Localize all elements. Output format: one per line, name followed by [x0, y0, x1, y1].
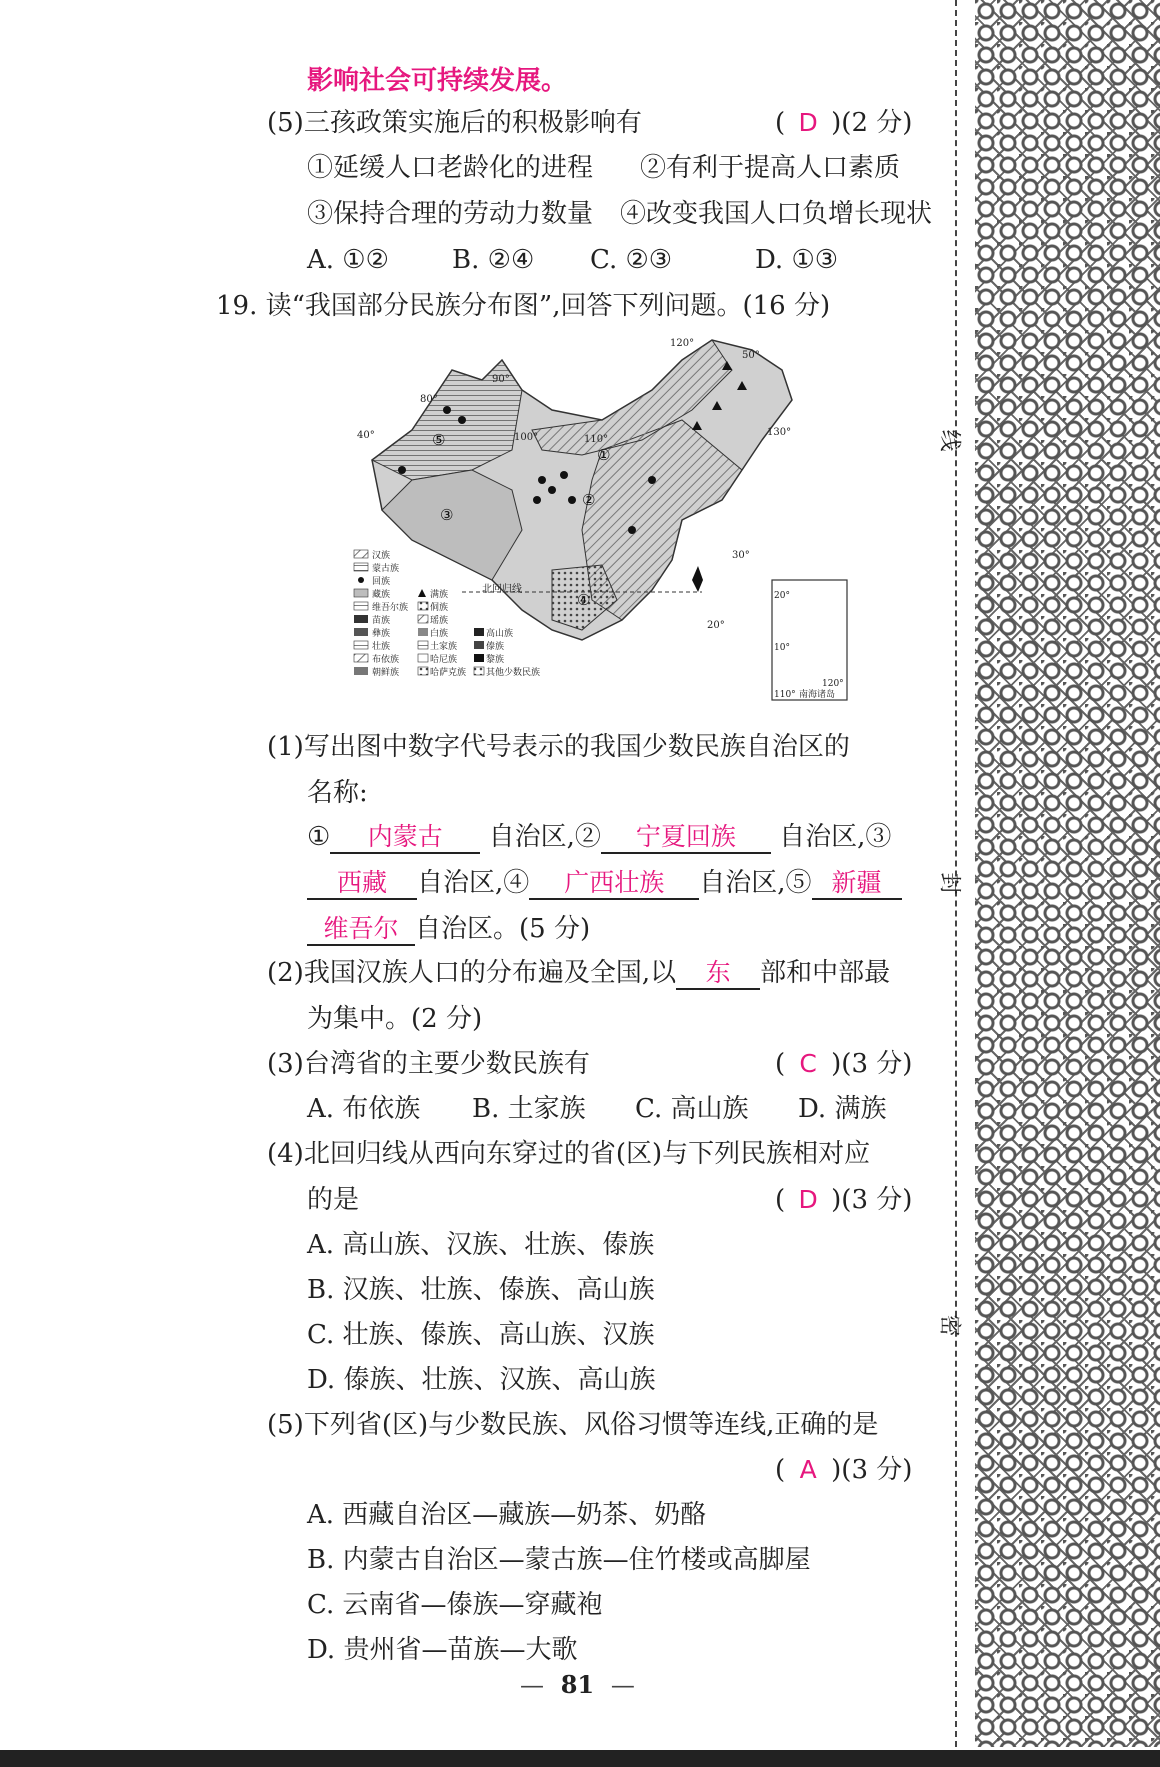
svg-text:50°: 50°: [742, 350, 760, 361]
svg-text:110°: 110°: [584, 434, 609, 445]
p2-line-1: (2)我国汉族人口的分布遍及全国,以 东 部和中部最: [267, 958, 891, 988]
map-label-1: ①: [597, 446, 611, 464]
svg-text:30°: 30°: [732, 550, 750, 561]
p3-answer-bracket: ( C )(3 分): [775, 1049, 913, 1079]
answer-blank-3: 西藏: [307, 868, 417, 900]
svg-text:黎族: 黎族: [486, 655, 505, 665]
map-label-5: ⑤: [432, 431, 446, 449]
q5-choice-a: A. ①②: [307, 245, 389, 275]
svg-text:80°: 80°: [420, 394, 438, 405]
svg-text:彝族: 彝族: [372, 629, 391, 639]
map-svg: [352, 330, 852, 715]
map-label-4: ④: [577, 591, 591, 609]
svg-text:回族: 回族: [372, 577, 391, 587]
taiwan: [692, 566, 703, 592]
svg-text:20°: 20°: [707, 620, 725, 631]
ethnic-distribution-map: [352, 330, 852, 715]
svg-text:90°: 90°: [492, 374, 510, 385]
map-label-3: ③: [440, 506, 454, 524]
svg-text:哈尼族: 哈尼族: [430, 655, 458, 665]
map-label-2: ②: [582, 491, 596, 509]
p3-stem: (3)台湾省的主要少数民族有: [267, 1049, 590, 1079]
svg-text:白族: 白族: [430, 629, 449, 639]
p5-stem: (5)下列省(区)与少数民族、风俗习惯等连线,正确的是: [267, 1410, 879, 1440]
p3-answer: C: [799, 1049, 817, 1078]
q19-title: 19. 读“我国部分民族分布图”,回答下列问题。(16 分): [216, 291, 831, 321]
svg-text:蒙古族: 蒙古族: [372, 564, 400, 574]
svg-text:北回归线: 北回归线: [482, 584, 522, 595]
q5-answer-bracket: ( D )(2 分): [775, 108, 913, 138]
svg-text:高山族: 高山族: [486, 629, 514, 639]
p4-answer-bracket: ( D )(3 分): [775, 1185, 913, 1215]
p3-choice-b: B. 土家族: [472, 1094, 586, 1124]
p3-choice-d: D. 满族: [798, 1094, 887, 1124]
svg-text:110°: 110°: [774, 690, 796, 700]
q5-choice-d: D. ①③: [755, 245, 839, 275]
svg-text:100°: 100°: [514, 432, 539, 443]
p1-line-2: 西藏 自治区,④ 广西壮族 自治区,⑤ 新疆: [307, 866, 902, 900]
svg-text:南海诸岛: 南海诸岛: [799, 690, 836, 700]
svg-text:20°: 20°: [774, 591, 790, 601]
p5-answer-bracket: ( A )(3 分): [775, 1455, 913, 1485]
svg-text:10°: 10°: [774, 643, 790, 653]
p5-choice-c: C. 云南省—傣族—穿藏袍: [307, 1590, 603, 1620]
svg-text:其他少数民族: 其他少数民族: [486, 668, 541, 678]
svg-text:壮族: 壮族: [372, 642, 391, 652]
page-number: — 81 —: [520, 1670, 635, 1699]
p1-line-1: ① 内蒙古 自治区,② 宁夏回族 自治区,③: [307, 822, 892, 852]
p3-choice-a: A. 布依族: [307, 1094, 421, 1124]
p4-stem-line2: 的是: [307, 1185, 360, 1215]
side-char-xian: 线: [936, 429, 962, 452]
q5-stem: (5)三孩政策实施后的积极影响有: [267, 108, 642, 138]
p1-stem-line1: (1)写出图中数字代号表示的我国少数民族自治区的: [267, 732, 850, 762]
q5-choice-b: B. ②④: [452, 245, 535, 275]
q5-option-1: ①延缓人口老龄化的进程: [307, 153, 594, 183]
svg-text:侗族: 侗族: [430, 603, 449, 613]
p4-choice-a: A. 高山族、汉族、壮族、傣族: [307, 1230, 655, 1260]
q5-option-3: ③保持合理的劳动力数量: [307, 199, 594, 229]
p1-line-3: 维吾尔 自治区。(5 分): [307, 912, 590, 946]
svg-text:苗族: 苗族: [372, 616, 391, 626]
svg-text:120°: 120°: [670, 338, 695, 349]
svg-text:汉族: 汉族: [372, 551, 391, 561]
p3-choice-c: C. 高山族: [635, 1094, 749, 1124]
p5-choice-a: A. 西藏自治区—藏族—奶茶、奶酪: [307, 1500, 707, 1530]
svg-text:藏族: 藏族: [372, 590, 391, 600]
svg-text:布依族: 布依族: [372, 655, 400, 665]
svg-text:满族: 满族: [430, 590, 449, 600]
p4-choice-b: B. 汉族、壮族、傣族、高山族: [307, 1275, 655, 1305]
p4-choice-c: C. 壮族、傣族、高山族、汉族: [307, 1320, 655, 1350]
p4-stem-line1: (4)北回归线从西向东穿过的省(区)与下列民族相对应: [267, 1139, 871, 1169]
answer-blank-1: 内蒙古: [330, 822, 480, 854]
bottom-bar: [0, 1750, 1160, 1767]
answer-blank-5b: 维吾尔: [307, 914, 415, 946]
side-char-feng: 封: [936, 872, 962, 895]
svg-text:哈萨克族: 哈萨克族: [430, 668, 467, 678]
svg-text:傣族: 傣族: [486, 642, 505, 652]
p2-line-2: 为集中。(2 分): [307, 1004, 483, 1034]
q5-option-2: ②有利于提高人口素质: [640, 153, 901, 183]
decorative-binding-strip: [975, 0, 1160, 1747]
q5-answer: D: [798, 108, 818, 137]
svg-text:土家族: 土家族: [430, 642, 458, 652]
p5-choice-d: D. 贵州省—苗族—大歌: [307, 1635, 578, 1665]
svg-text:瑶族: 瑶族: [430, 616, 449, 626]
svg-text:120°: 120°: [822, 679, 844, 689]
answer-blank-2: 宁夏回族: [601, 822, 771, 854]
p5-choice-b: B. 内蒙古自治区—蒙古族—住竹楼或高脚屋: [307, 1545, 811, 1575]
intro-answer: 影响社会可持续发展。: [307, 66, 568, 96]
svg-text:维吾尔族: 维吾尔族: [372, 603, 409, 613]
answer-blank-4: 广西壮族: [529, 868, 699, 900]
answer-blank-east: 东: [676, 958, 760, 990]
answer-blank-5a: 新疆: [812, 868, 902, 900]
svg-text:130°: 130°: [767, 427, 792, 438]
p1-stem-line2: 名称:: [307, 778, 368, 808]
p5-answer: A: [799, 1455, 817, 1484]
svg-text:40°: 40°: [357, 430, 375, 441]
side-char-mi: 密: [936, 1314, 962, 1337]
q5-option-4: ④改变我国人口负增长现状: [620, 199, 933, 229]
q5-choice-c: C. ②③: [590, 245, 673, 275]
p4-choice-d: D. 傣族、壮族、汉族、高山族: [307, 1365, 656, 1395]
p4-answer: D: [798, 1185, 818, 1214]
svg-text:朝鲜族: 朝鲜族: [372, 668, 400, 678]
